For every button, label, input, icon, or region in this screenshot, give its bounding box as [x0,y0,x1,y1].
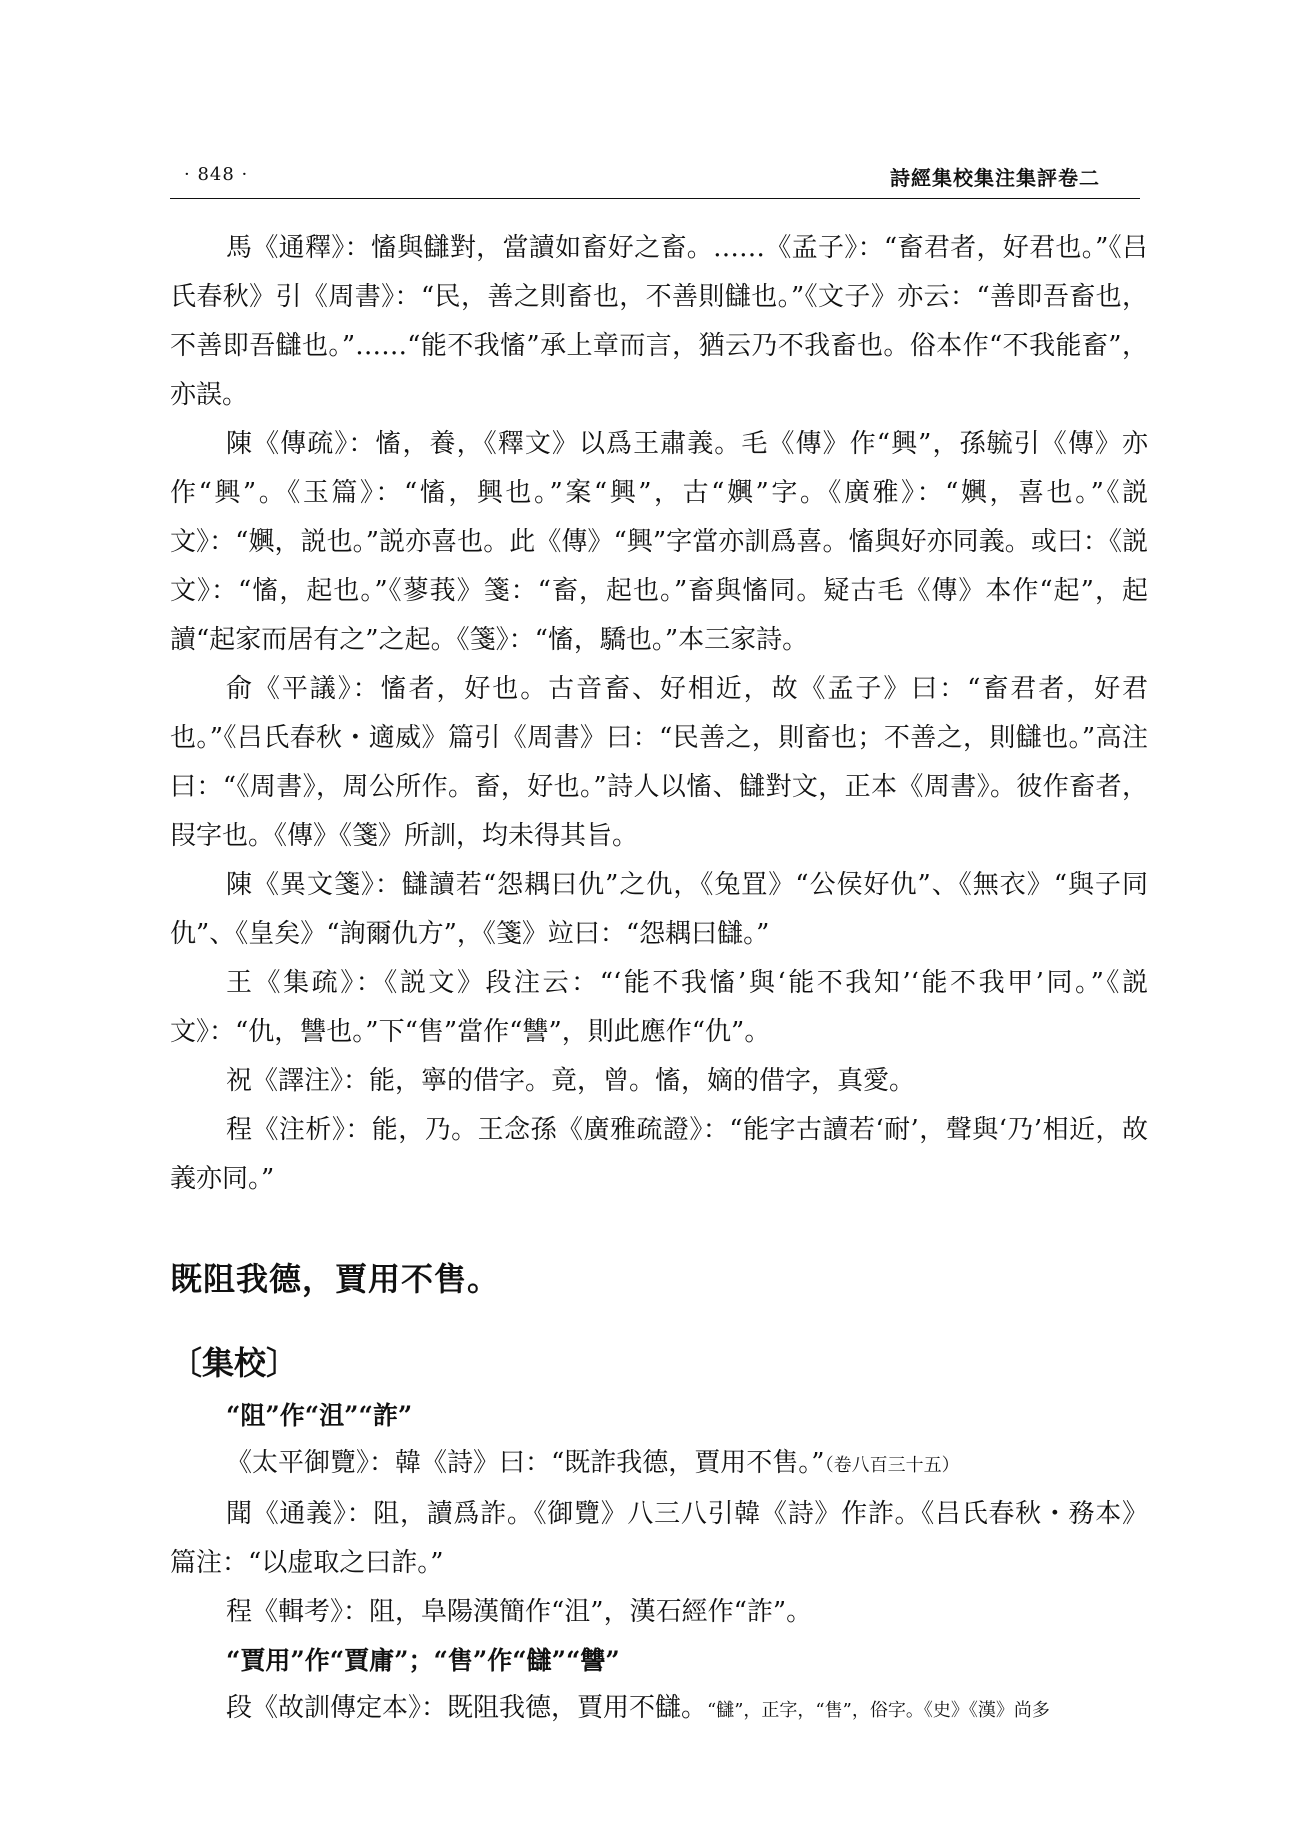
commentary-zhu: 祝《譯注》：能，寧的借字。竟，曾。慉，嫡的借字，真愛。 [226,1066,916,1096]
main-text [170,224,1148,1735]
collation-note: （卷八百三十五） [824,1455,960,1476]
collation-subheading-1: “阻”作“沮”“詐” [226,1401,413,1430]
collation-note: “讎”，正字，“售”，俗字。《史》《漢》尚多 [707,1700,1050,1721]
commentary-cheng: 程《注析》：能，乃。王念孫《廣雅疏證》：“能字古讀若‘耐’，聲與‘乃’相近，故義亦同。” [170,1115,1148,1194]
page-number: · 848 · [184,164,249,185]
collation-text: 段《故訓傳定本》：既阻我德，賈用不讎。 [226,1693,708,1723]
commentary-yu: 俞《平議》：慉者，好也。古音畜、好相近，故《孟子》曰：“畜君者，好君也。”《吕氏春秋・適威》篇引《周書》曰：“民善之，則畜也；不善之，則讎也。”高注曰：“《周書》，周公所作。畜，好也。”詩人以慉、讎對文，正本《周書》。彼作畜者，叚字也。《傳》《箋》所訓，均未得其旨。 [170,674,1148,851]
commentary-chen-yiwenjian: 陳《異文箋》：讎讀若“怨耦曰仇”之仇，《兔罝》“公侯好仇”、《無衣》“與子同仇”、《皇矣》“詢爾仇方”，《箋》竝曰：“怨耦曰讎。” [170,870,1148,949]
collation-cheng: 程《輯考》：阻，阜陽漢簡作“沮”，漢石經作“詐”。 [226,1597,813,1627]
commentary-ma: 馬《通釋》：慉與讎對，當讀如畜好之畜。……《孟子》：“畜君者，好君也。”《吕氏春秋》引《周書》：“民，善之則畜也，不善則讎也。”《文子》亦云：“善即吾畜也，不善即吾讎也。”……“能不我慉”承上章而言，猶云乃不我畜也。俗本作“不我能畜”，亦誤。 [170,233,1148,410]
commentary-chen-chuanshu: 陳《傳疏》：慉，養，《釋文》以爲王肅義。毛《傳》作“興”，孫毓引《傳》亦作“興”。《玉篇》：“慉，興也。”案“興”，古“嬹”字。《廣雅》：“嬹，喜也。”《説文》：“嬹，説也。”説亦喜也。此《傳》“興”字當亦訓爲喜。慉與好亦同義。或曰：《説文》：“慉，起也。”《蓼莪》箋：“畜，起也。”畜與慉同。疑古毛《傳》本作“起”，起讀“起家而居有之”之起。《箋》：“慉，驕也。”本三家詩。 [170,429,1148,655]
collation-taiping-yulan [170,1439,1148,1490]
collation-subheading-2: “賈用”作“賈庸”；“售”作“讎”“讐” [226,1646,620,1675]
page-header [170,158,1140,198]
verse-line: 既阻我德，賈用不售。 [170,1260,501,1298]
header-rule [170,198,1140,199]
commentary-wang: 王《集疏》：《説文》段注云：“‘能不我慉’與‘能不我知’‘能不我甲’同。”《説文》：“仇，讐也。”下“售”當作“讐”，則此應作“仇”。 [170,968,1148,1047]
running-title: 詩經集校集注集評卷二 [890,166,1100,190]
collation-wen: 聞《通義》：阻，讀爲詐。《御覽》八三八引韓《詩》作詐。《吕氏春秋・務本》篇注：“以虚取之曰詐。” [170,1499,1148,1578]
collation-text: 《太平御覽》：韓《詩》曰：“既詐我德，賈用不售。” [226,1448,825,1478]
section-title-collation: 〔集校〕 [170,1344,299,1382]
collation-duan [170,1684,1148,1735]
